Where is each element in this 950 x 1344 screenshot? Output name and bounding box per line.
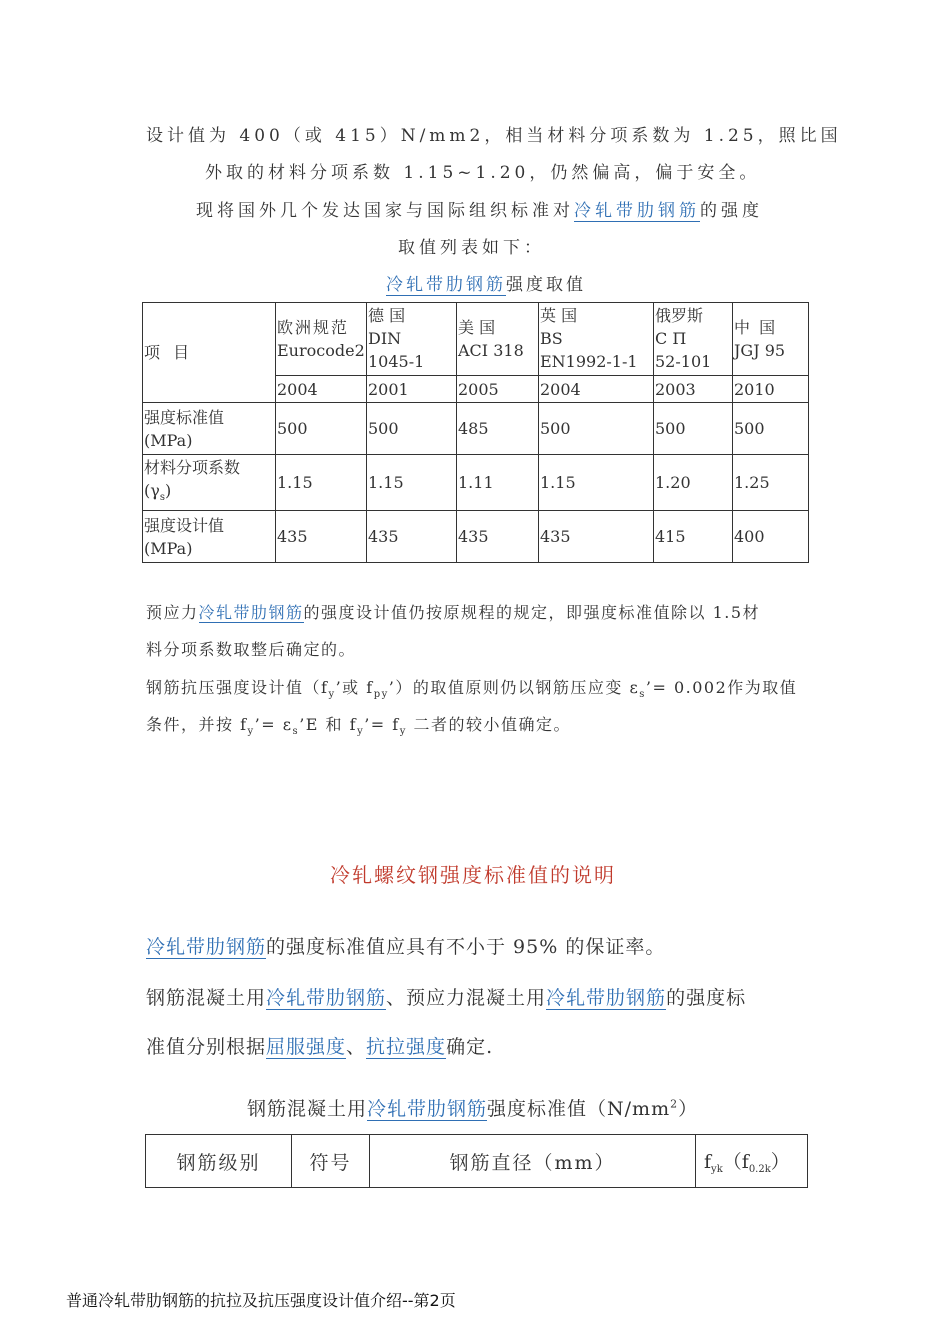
note-text: 预应力: [146, 603, 199, 622]
section-text: 、预应力混凝土用: [386, 987, 547, 1009]
col-header-germany: [367, 303, 457, 376]
sub: y: [399, 726, 407, 737]
note-text: ’= 0.002作为取值: [645, 678, 798, 697]
cell: 1.15: [367, 455, 457, 511]
col-code: ACI 318: [458, 341, 524, 360]
row-label: [143, 511, 276, 563]
year-cell: 2004: [539, 376, 654, 403]
cell: 435: [367, 511, 457, 563]
cell: 1.15: [276, 455, 367, 511]
cell: 500: [733, 403, 809, 455]
cell: 435: [276, 511, 367, 563]
header-grade: 钢筋级别: [146, 1135, 292, 1188]
sub: s: [639, 689, 646, 700]
section-text: 准值分别根据: [146, 1036, 267, 1058]
section-text: 的强度标: [666, 987, 747, 1009]
note-text: ’）的取值原则仍以钢筋压应变 ε: [388, 678, 640, 697]
note-link[interactable]: 冷轧带肋钢筋: [198, 603, 304, 622]
fyk-sub2: 0.2k: [748, 1164, 771, 1175]
caption-sup: 2: [670, 1097, 679, 1111]
intro-line-4: 取值列表如下：: [398, 238, 545, 258]
table1-header-row: [143, 303, 809, 376]
strength-comparison-table: [142, 302, 809, 563]
section-text: 的强度标准值应具有不小于 95% 的保证率。: [266, 936, 666, 958]
section-title: 冷轧螺纹钢强度标准值的说明: [330, 863, 616, 887]
col-name: 俄罗斯: [655, 306, 704, 325]
section-link[interactable]: 冷轧带肋钢筋: [266, 987, 387, 1009]
note-text: ’= ε: [254, 715, 293, 734]
caption-text: ）: [678, 1098, 699, 1120]
sub: y: [357, 726, 365, 737]
sub: py: [373, 689, 389, 700]
col-name: 美 国: [458, 318, 496, 337]
year-cell: 2005: [457, 376, 539, 403]
col-code2: 52-101: [655, 352, 712, 371]
col-header-china: [733, 303, 809, 376]
col-name: 德 国: [368, 306, 406, 325]
col-code: BS: [540, 329, 563, 348]
row-label: [143, 455, 276, 511]
section-text: 确定.: [446, 1036, 494, 1058]
row-label-text: 强度设计值: [144, 515, 225, 535]
table2-header-row: [146, 1135, 808, 1188]
cell: 415: [654, 511, 733, 563]
row-label: [143, 403, 276, 455]
col-header-uk: [539, 303, 654, 376]
note-text: ’E 和 f: [299, 715, 358, 734]
row-label-unit: [144, 479, 274, 509]
col-header-europe: [276, 303, 367, 376]
sub: s: [292, 726, 300, 737]
yield-strength-link[interactable]: 屈服强度: [266, 1036, 347, 1058]
tensile-strength-link[interactable]: 抗拉强度: [366, 1036, 447, 1058]
row-label-unit: (MPa): [144, 538, 193, 558]
cold-rolled-rebar-link[interactable]: 冷轧带肋钢筋: [574, 201, 700, 221]
intro-line-3-tail: 的强度: [700, 201, 763, 221]
note-text: 二者的较小值确定。: [406, 715, 571, 734]
fyk-sub: yk: [711, 1164, 723, 1175]
caption-link[interactable]: 冷轧带肋钢筋: [367, 1098, 488, 1120]
cell: 1.20: [654, 455, 733, 511]
intro-line-3: [196, 196, 763, 221]
cell: 1.15: [539, 455, 654, 511]
row-label-text: 强度标准值: [144, 407, 225, 427]
note-2-line-1: [146, 675, 797, 700]
note-text: 钢筋抗压强度设计值（f: [146, 678, 329, 697]
cell: 1.25: [733, 455, 809, 511]
header-fyk: [696, 1135, 808, 1188]
standard-value-table: [145, 1134, 808, 1188]
section-link[interactable]: 冷轧带肋钢筋: [146, 936, 267, 958]
col-code: JGJ 95: [734, 341, 786, 360]
section-line-3: [146, 1032, 493, 1059]
intro-line-1: 设计值为 400（或 415）N/mm2，相当材料分项系数为 1.25，照比国: [146, 126, 842, 146]
caption-text: 强度标准值（N/mm: [487, 1098, 671, 1120]
table-row: [143, 511, 809, 563]
col-code: DIN: [368, 329, 402, 348]
intro-line-3-text: 现将国外几个发达国家与国际组织标准对: [196, 201, 574, 221]
sub: y: [328, 689, 336, 700]
fyk-f: f: [704, 1151, 712, 1173]
table1-caption-link[interactable]: 冷轧带肋钢筋: [386, 275, 506, 295]
col-code2: 1045-1: [368, 352, 425, 371]
unit-text: (γ: [144, 481, 160, 500]
caption-text: 钢筋混凝土用: [247, 1098, 368, 1120]
cell: 400: [733, 511, 809, 563]
note-1-line-2: 料分项系数取整后确定的。: [146, 640, 357, 659]
cell: 1.11: [457, 455, 539, 511]
note-text: 条件，并按 f: [146, 715, 248, 734]
unit-sub: s: [159, 492, 165, 503]
note-text: ’或 f: [335, 678, 374, 697]
col-code2: EN1992-1-1: [540, 352, 638, 371]
note-1-line-1: [146, 600, 760, 623]
fyk-mid: （f: [722, 1151, 749, 1173]
year-cell: 2003: [654, 376, 733, 403]
note-text: 的强度设计值仍按原规程的规定，即强度标准值除以 1.5材: [303, 603, 761, 622]
col-header-russia: [654, 303, 733, 376]
col-header-usa: [457, 303, 539, 376]
table2-caption: [247, 1094, 698, 1121]
col-name: 英 国: [540, 306, 578, 325]
unit-close: ): [164, 481, 172, 500]
note-2-line-2: [146, 712, 571, 737]
cell: 435: [457, 511, 539, 563]
item-header: 项 目: [143, 303, 276, 403]
section-line-1: [146, 932, 665, 959]
row-label-text: 材料分项系数: [144, 458, 241, 477]
section-link[interactable]: 冷轧带肋钢筋: [546, 987, 667, 1009]
section-text: 钢筋混凝土用: [146, 987, 267, 1009]
section-line-2: [146, 983, 746, 1010]
col-code: С П: [655, 329, 687, 348]
year-cell: 2010: [733, 376, 809, 403]
cell: 500: [367, 403, 457, 455]
header-diameter: 钢筋直径（mm）: [370, 1135, 696, 1188]
year-cell: 2004: [276, 376, 367, 403]
page-footer: 普通冷轧带肋钢筋的抗拉及抗压强度设计值介绍--第2页: [66, 1291, 456, 1310]
col-code: Eurocode2: [277, 341, 365, 360]
cell: 500: [276, 403, 367, 455]
row-label-unit: (MPa): [144, 430, 193, 450]
col-name: 欧洲规范: [277, 318, 350, 337]
sub: y: [247, 726, 255, 737]
fyk-close: ）: [770, 1151, 790, 1173]
intro-line-2: 外取的材料分项系数 1.15~1.20，仍然偏高，偏于安全。: [205, 163, 761, 183]
table1-caption-text: 强度取值: [506, 275, 586, 295]
table1-caption: [386, 270, 586, 295]
year-cell: 2001: [367, 376, 457, 403]
cell: 500: [654, 403, 733, 455]
cell: 500: [539, 403, 654, 455]
cell: 435: [539, 511, 654, 563]
table-row: [143, 455, 809, 511]
cell: 485: [457, 403, 539, 455]
col-name: 中 国: [734, 318, 778, 337]
note-text: ’= f: [364, 715, 400, 734]
section-text: 、: [346, 1036, 367, 1058]
table-row: [143, 403, 809, 455]
header-symbol: 符号: [292, 1135, 370, 1188]
